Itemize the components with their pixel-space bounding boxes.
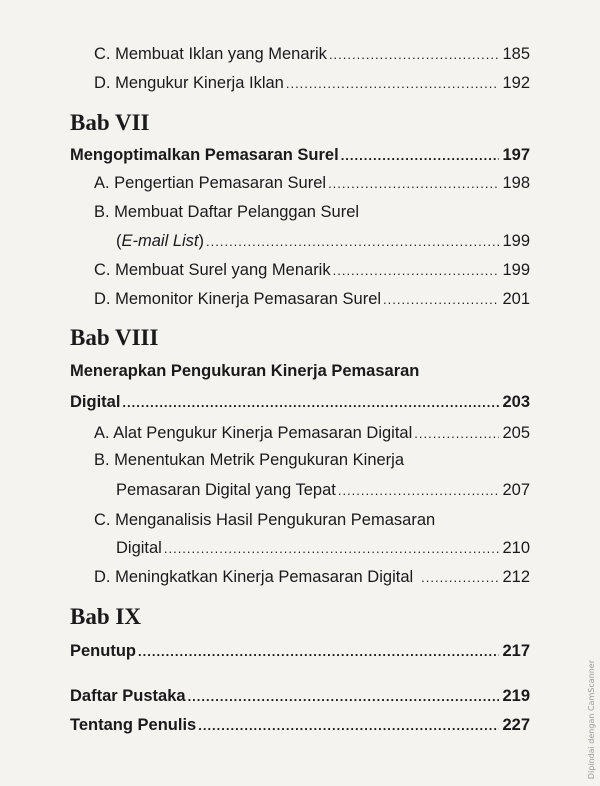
leader-dots [138,644,499,659]
toc-entry-bab7-b-line2: (E-mail List) ..... 199 [116,232,530,251]
leader-dots [122,395,499,410]
leader-dots [188,689,500,704]
leader-dots [198,718,499,733]
toc-entry-bab8-b-line1: B. Menentukan Metrik Pengukuran Kinerja [94,451,405,469]
leader-dots [164,541,500,556]
scanner-watermark: Dipindai dengan CamScanner [587,660,596,780]
toc-entry-bab8-c-line2: Digital ..... 210 [116,539,530,558]
toc-entry-bab7-a: A. Pengertian Pemasaran Surel ..... 198 [94,174,530,193]
toc-entry-bab8-c-line1: C. Menganalisis Hasil Pengukuran Pemasaran [94,511,436,529]
leader-dots [329,47,500,62]
toc-entry-bab8-b-line2: Pemasaran Digital yang Tepat ..... 207 [116,481,530,500]
toc-entry-bab7-d: D. Memonitor Kinerja Pemasaran Surel ..... 201 [94,290,530,309]
chapter-heading-bab-ix: Bab IX [70,604,141,629]
leader-dots [328,176,499,191]
toc-entry-c-iklan: C. Membuat Iklan yang Menarik ..... 185 [94,45,530,64]
leader-dots [341,148,500,163]
leader-dots [338,483,500,498]
leader-dots [333,263,500,278]
toc-daftar-pustaka: Daftar Pustaka ..... 219 [70,687,530,706]
leader-dots [414,426,499,441]
chapter-title-bab-viii-line2: Digital ..... 203 [70,393,530,412]
chapter-title-bab-ix: Penutup ..... 217 [70,642,530,661]
toc-entry-bab8-a: A. Alat Pengukur Kinerja Pemasaran Digital ..... 205 [94,424,530,443]
toc-entry-d-iklan: D. Mengukur Kinerja Iklan ..... 192 [94,74,530,93]
leader-dots [206,234,499,249]
leader-dots [286,76,500,91]
chapter-title-bab-vii: Mengoptimalkan Pemasaran Surel ..... 197 [70,146,530,165]
chapter-heading-bab-viii: Bab VIII [70,325,159,350]
leader-dots [421,570,499,585]
toc-tentang-penulis: Tentang Penulis ..... 227 [70,716,530,735]
chapter-title-bab-viii-line1: Menerapkan Pengukuran Kinerja Pemasaran [70,362,420,380]
leader-dots [383,292,499,307]
toc-entry-bab8-d: D. Meningkatkan Kinerja Pemasaran Digital ..... 212 [94,568,530,587]
chapter-heading-bab-vii: Bab VII [70,110,150,135]
toc-entry-bab7-c: C. Membuat Surel yang Menarik ..... 199 [94,261,530,280]
toc-entry-bab7-b-line1: B. Membuat Daftar Pelanggan Surel [94,203,360,221]
